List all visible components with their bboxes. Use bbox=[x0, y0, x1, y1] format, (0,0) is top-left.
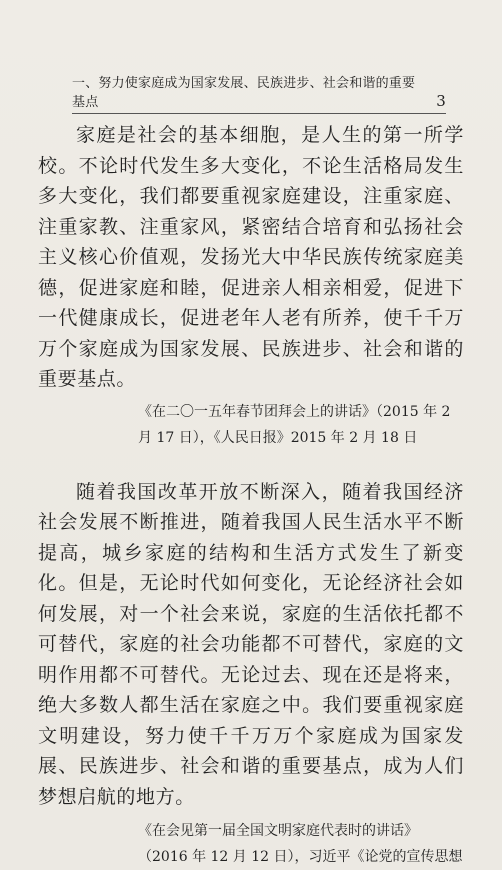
citation-1-line-1: 《在二〇一五年春节团拜会上的讲话》（2015 年 2 bbox=[138, 403, 451, 420]
citation-2-line-2: （2016 年 12 月 12 日），习近平《论党的宣传思想 bbox=[138, 849, 463, 865]
citation-1-line-2: 月 17 日），《人民日报》2015 年 2 月 18 日 bbox=[138, 429, 418, 446]
running-header bbox=[72, 76, 446, 114]
citation-1 bbox=[38, 399, 464, 451]
page-number: 3 bbox=[436, 92, 446, 110]
paragraph-2: 随着我国改革开放不断深入，随着我国经济社会发展不断推进，随着我国人民生活水平不断提高，城乡家庭的结构和生活方式发生了新变化。但是，无论时代如何变化，无论经济社会如何发展，对一个社会来说，家庭的生活依托都不可替代，家庭的社会功能都不可替代，家庭的文明作用都不可替代。无论过去、现在还是将来，绝大多数人都生活在家庭之中。我们要重视家庭文明建设，努力使千千万万个家庭成为国家发展、民族进步、社会和谐的重要基点，成为人们梦想启航的地方。 bbox=[38, 480, 464, 808]
running-title: 一、努力使家庭成为国家发展、民族进步、社会和谐的重要基点 bbox=[72, 76, 416, 110]
citation-2 bbox=[38, 818, 464, 870]
paragraph-1: 家庭是社会的基本细胞，是人生的第一所学校。不论时代发生多大变化，不论生活格局发生多大变化，我们都要重视家庭建设，注重家庭、注重家教、注重家风，紧密结合培育和弘扬社会主义核心价值观，发扬光大中华民族传统家庭美德，促进家庭和睦，促进亲人相亲相爱，促进下一代健康成长，促进老年人老有所养，使千千万万个家庭成为国家发展、民族进步、社会和谐的重要基点。 bbox=[38, 124, 464, 390]
citation-2-line-1: 《在会见第一届全国文明家庭代表时的讲话》 bbox=[138, 823, 418, 839]
page-body bbox=[38, 120, 464, 870]
